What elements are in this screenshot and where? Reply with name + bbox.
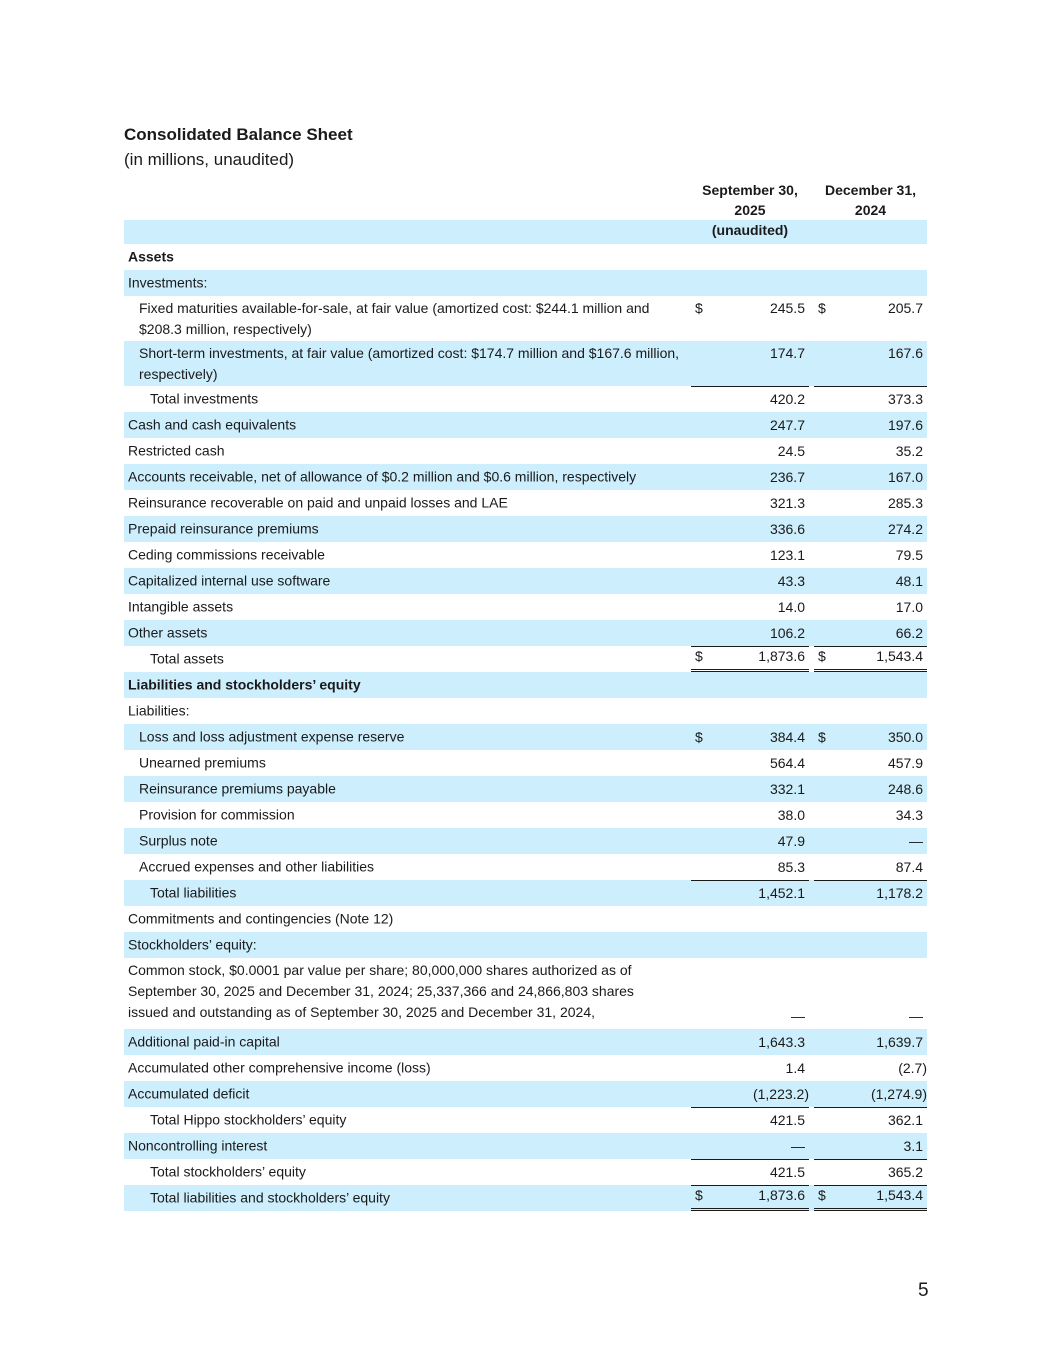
row-common-stock	[124, 958, 927, 1029]
row-unearned-premiums	[124, 750, 927, 776]
row-label: Additional paid-in capital	[128, 1033, 280, 1050]
row-prepaid-reinsurance	[124, 516, 927, 542]
statement-subtitle: (in millions, unaudited)	[124, 150, 295, 169]
value-sep-2025: 336.6	[769, 521, 805, 537]
row-liabilities-equity-header	[124, 672, 927, 698]
value-dec-2024: 34.3	[895, 807, 923, 823]
row-reinsurance-recoverable	[124, 490, 927, 516]
currency-symbol: $	[695, 1187, 703, 1203]
row-label: Accounts receivable, net of allowance of $0.2 million and $0.6 million, respectively	[128, 468, 637, 485]
row-label: Accumulated deficit	[128, 1085, 250, 1102]
value-dec-2024: 3.1	[903, 1138, 923, 1154]
value-sep-2025: 421.5	[769, 1112, 805, 1128]
row-noncontrolling-interest	[124, 1133, 927, 1159]
row-label: Total stockholders’ equity	[150, 1163, 306, 1180]
row-label: Ceding commissions receivable	[128, 546, 325, 563]
value-sep-2025: 1,452.1	[758, 885, 805, 901]
value-dec-2024: 205.7	[887, 300, 923, 316]
unaudited-label: (unaudited)	[711, 222, 789, 238]
value-dec-2024: 79.5	[895, 547, 923, 563]
value-dec-2024: 48.1	[895, 573, 923, 589]
currency-symbol: $	[818, 300, 826, 316]
value-sep-2025: 14.0	[777, 599, 805, 615]
row-fixed-maturities	[124, 296, 927, 341]
row-liabilities	[124, 698, 927, 724]
row-label: Capitalized internal use software	[128, 572, 331, 589]
row-investments	[124, 270, 927, 296]
row-assets	[124, 244, 927, 270]
value-dec-2024: 1,639.7	[876, 1034, 923, 1050]
value-sep-2025: 43.3	[777, 573, 805, 589]
column-header-dec-2024: December 31, 2024	[814, 180, 927, 222]
value-sep-2025: 24.5	[777, 443, 805, 459]
row-accounts-receivable	[124, 464, 927, 490]
row-label: Reinsurance recoverable on paid and unpaid losses and LAE	[128, 494, 508, 511]
row-total-stockholders-equity	[124, 1159, 927, 1185]
value-dec-2024: 248.6	[887, 781, 923, 797]
row-short-term-investments	[124, 341, 927, 386]
row-total-investments	[124, 386, 927, 412]
row-apic	[124, 1029, 927, 1055]
value-dec-2024: 167.0	[887, 469, 923, 485]
value-dec-2024: 365.2	[887, 1164, 923, 1180]
row-label: Total liabilities and stockholders’ equity	[150, 1189, 390, 1206]
value-sep-2025: 564.4	[769, 755, 805, 771]
value-dec-2024: (2.7)	[898, 1060, 927, 1076]
value-dec-2024: 87.4	[895, 859, 923, 875]
row-label: Liabilities and stockholders’ equity	[128, 676, 361, 693]
value-sep-2025: 420.2	[769, 391, 805, 407]
row-label: Total Hippo stockholders’ equity	[150, 1111, 347, 1128]
value-sep-2025: 321.3	[769, 495, 805, 511]
balance-sheet-table	[124, 178, 927, 1211]
column-header-sep-2025: September 30, 2025	[691, 180, 809, 222]
value-dec-2024: 362.1	[887, 1112, 923, 1128]
currency-symbol: $	[695, 729, 703, 745]
row-label: Total assets	[150, 650, 224, 667]
row-label: Investments:	[128, 274, 208, 291]
value-sep-2025: 1.4	[785, 1060, 805, 1076]
value-dec-2024: (1,274.9)	[870, 1086, 927, 1102]
row-label: Restricted cash	[128, 442, 225, 459]
row-loss-reserve	[124, 724, 927, 750]
value-dec-2024: —	[909, 1008, 923, 1024]
row-label: Reinsurance premiums payable	[139, 780, 336, 797]
row-cash	[124, 412, 927, 438]
row-total-liabilities-equity	[124, 1185, 927, 1211]
row-accrued-expenses	[124, 854, 927, 880]
value-sep-2025: 38.0	[777, 807, 805, 823]
currency-symbol: $	[818, 648, 826, 664]
value-sep-2025: 47.9	[777, 833, 805, 849]
row-reinsurance-payable	[124, 776, 927, 802]
row-label: Unearned premiums	[139, 754, 266, 771]
row-label: Short-term investments, at fair value (amortized cost: $174.7 million and $167.6 million, respectively)	[139, 344, 680, 382]
column-header-row	[124, 178, 927, 220]
row-label: Other assets	[128, 624, 208, 641]
row-ceding-commissions	[124, 542, 927, 568]
value-sep-2025: 245.5	[769, 300, 805, 316]
value-sep-2025: —	[791, 1138, 805, 1154]
value-dec-2024: 274.2	[887, 521, 923, 537]
row-total-assets	[124, 646, 927, 672]
currency-symbol: $	[818, 729, 826, 745]
value-sep-2025: 1,643.3	[758, 1034, 805, 1050]
value-dec-2024: 285.3	[887, 495, 923, 511]
row-label: Intangible assets	[128, 598, 234, 615]
value-dec-2024: 17.0	[895, 599, 923, 615]
value-sep-2025: 236.7	[769, 469, 805, 485]
value-sep-2025: 85.3	[777, 859, 805, 875]
value-dec-2024: 1,543.4	[876, 648, 923, 664]
value-sep-2025: —	[791, 1008, 805, 1024]
row-surplus-note	[124, 828, 927, 854]
value-dec-2024: 35.2	[895, 443, 923, 459]
value-dec-2024: 1,543.4	[876, 1187, 923, 1203]
row-label: Provision for commission	[139, 806, 295, 823]
row-label: Total liabilities	[150, 884, 237, 901]
row-label: Liabilities:	[128, 702, 190, 719]
value-sep-2025: 1,873.6	[758, 648, 805, 664]
row-label: Loss and loss adjustment expense reserve	[139, 728, 405, 745]
row-label: Assets	[128, 248, 174, 265]
value-dec-2024: 350.0	[887, 729, 923, 745]
row-total-liabilities	[124, 880, 927, 906]
row-provision-commission	[124, 802, 927, 828]
currency-symbol: $	[695, 300, 703, 316]
value-dec-2024: 66.2	[895, 625, 923, 641]
row-label: Fixed maturities available-for-sale, at fair value (amortized cost: $244.1 million and $208.3 million, respectively)	[139, 299, 650, 337]
row-commitments	[124, 906, 927, 932]
value-dec-2024: 167.6	[887, 345, 923, 361]
value-sep-2025: 106.2	[769, 625, 805, 641]
row-label: Noncontrolling interest	[128, 1137, 268, 1154]
page-number: 5	[918, 1280, 929, 1301]
row-label: Prepaid reinsurance premiums	[128, 520, 319, 537]
row-label: Commitments and contingencies (Note 12)	[128, 910, 394, 927]
row-accumulated-deficit	[124, 1081, 927, 1107]
value-sep-2025: (1,223.2)	[752, 1086, 809, 1102]
row-label: Cash and cash equivalents	[128, 416, 297, 433]
row-total-hippo-equity	[124, 1107, 927, 1133]
currency-symbol: $	[818, 1187, 826, 1203]
row-label: Accrued expenses and other liabilities	[139, 858, 375, 875]
value-sep-2025: 421.5	[769, 1164, 805, 1180]
value-dec-2024: 1,178.2	[876, 885, 923, 901]
row-label: Stockholders’ equity:	[128, 936, 257, 953]
row-capitalized-software	[124, 568, 927, 594]
unaudited-note-row	[124, 220, 927, 244]
row-other-assets	[124, 620, 927, 646]
value-sep-2025: 247.7	[769, 417, 805, 433]
value-dec-2024: —	[909, 833, 923, 849]
value-sep-2025: 384.4	[769, 729, 805, 745]
row-restricted-cash	[124, 438, 927, 464]
statement-title: Consolidated Balance Sheet	[124, 125, 353, 144]
row-label: Total investments	[150, 390, 259, 407]
currency-symbol: $	[695, 648, 703, 664]
value-dec-2024: 373.3	[887, 391, 923, 407]
value-sep-2025: 123.1	[769, 547, 805, 563]
row-label: Common stock, $0.0001 par value per share; 80,000,000 shares authorized as of September 30, 2025 and December 31, 2024; 25,337,366 and 24,866,803 shares issued and outstanding as of September 30, 2025 and December 31, 2024,	[128, 962, 634, 1020]
value-sep-2025: 174.7	[769, 345, 805, 361]
row-label: Surplus note	[139, 832, 218, 849]
row-aoci	[124, 1055, 927, 1081]
row-stockholders-equity	[124, 932, 927, 958]
row-label: Accumulated other comprehensive income (loss)	[128, 1059, 431, 1076]
value-sep-2025: 332.1	[769, 781, 805, 797]
value-sep-2025: 1,873.6	[758, 1187, 805, 1203]
value-dec-2024: 457.9	[887, 755, 923, 771]
value-dec-2024: 197.6	[887, 417, 923, 433]
row-intangible-assets	[124, 594, 927, 620]
